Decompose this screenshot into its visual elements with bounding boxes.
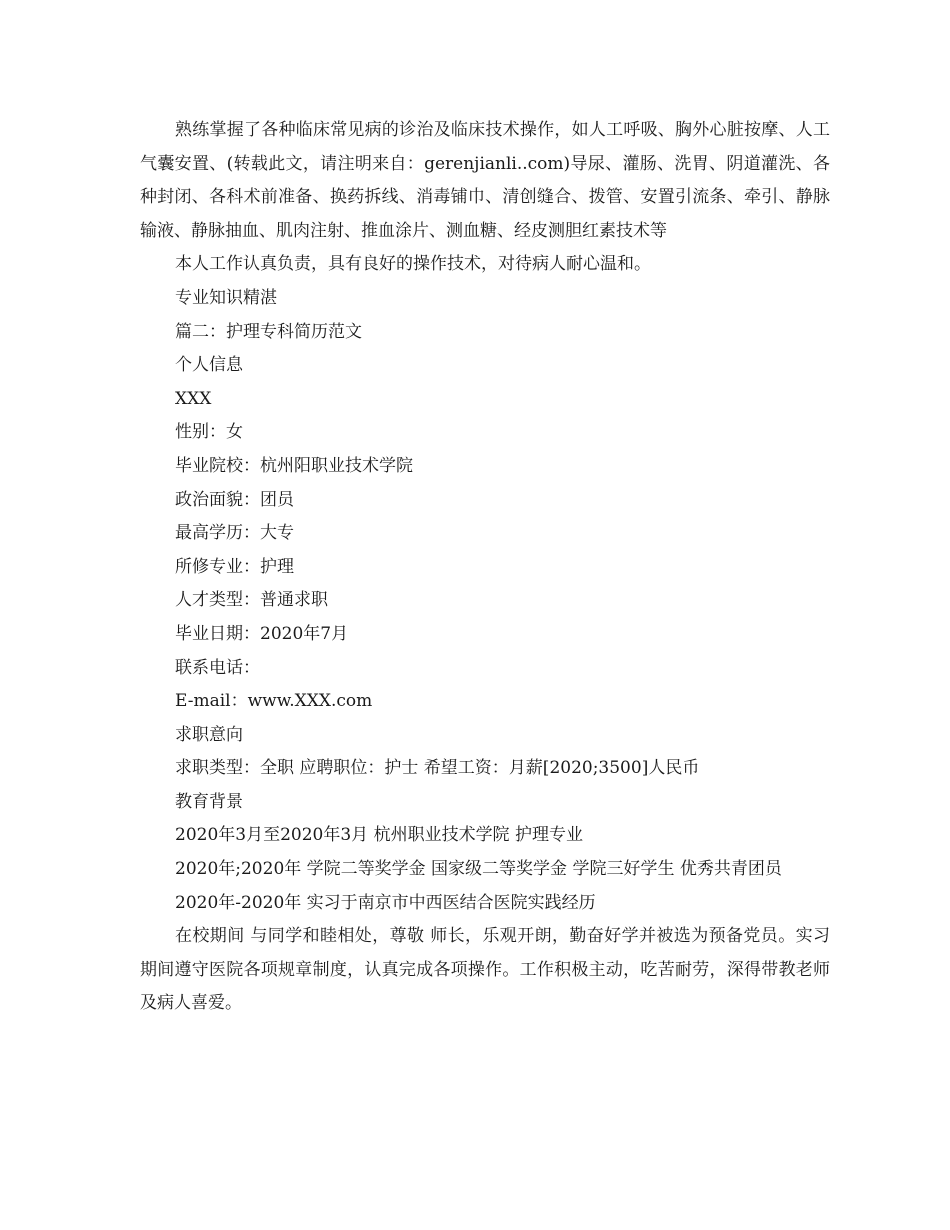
paragraph-clinical-skills: 熟练掌握了各种临床常见病的诊治及临床技术操作，如人工呼吸、胸外心脏按摩、人工气囊安置、(转载此文，请注明来自：gerenjianli..com)导尿、灌肠、洗胃、阴道灌洗、各种封闭、各科术前准备、换药拆线、消毒铺巾、清创缝合、拨管、安置引流条、牵引、静脉输液、静脉抽血、肌肉注射、推血涂片、测血糖、经皮测胆红素技术等: [140, 120, 830, 241]
awards-entry: 2020年;2020年 学院二等奖学金 国家级二等奖学金 学院三好学生 优秀共青团员: [175, 859, 782, 880]
field-education-level: 最高学历：大专: [175, 523, 294, 544]
field-job-details: 求职类型：全职 应聘职位：护士 希望工资：月薪[2020;3500]人民币: [175, 758, 700, 779]
document-body: [140, 114, 830, 1021]
heading-job-intention: 求职意向: [175, 724, 243, 745]
field-gender: 性别：女: [175, 422, 243, 443]
field-political-status: 政治面貌：团员: [175, 489, 294, 510]
paragraph-self-evaluation: 在校期间 与同学和睦相处，尊敬 师长，乐观开朗，勤奋好学并被选为预备党员。实习期间遵守医院各项规章制度，认真完成各项操作。工作积极主动，吃苦耐劳，深得带教老师及病人喜爱。: [140, 926, 830, 1014]
section-title-resume: 篇二：护理专科简历范文: [175, 321, 362, 342]
internship-entry: 2020年-2020年 实习于南京市中西医结合医院实践经历: [175, 892, 596, 913]
field-graduation-date: 毕业日期：2020年7月: [175, 623, 349, 644]
field-name: XXX: [175, 388, 212, 409]
education-entry: 2020年3月至2020年3月 杭州职业技术学院 护理专业: [175, 825, 583, 846]
heading-education: 教育背景: [175, 791, 243, 812]
field-talent-type: 人才类型：普通求职: [175, 590, 328, 611]
field-major: 所修专业：护理: [175, 556, 294, 577]
paragraph-work-attitude: 本人工作认真负责，具有良好的操作技术，对待病人耐心温和。: [175, 254, 651, 275]
paragraph-expertise: 专业知识精湛: [175, 287, 277, 308]
field-school: 毕业院校：杭州阳职业技术学院: [175, 455, 413, 476]
field-email: E-mail：www.XXX.com: [175, 691, 373, 712]
heading-personal-info: 个人信息: [175, 355, 243, 376]
field-phone: 联系电话：: [175, 657, 260, 678]
